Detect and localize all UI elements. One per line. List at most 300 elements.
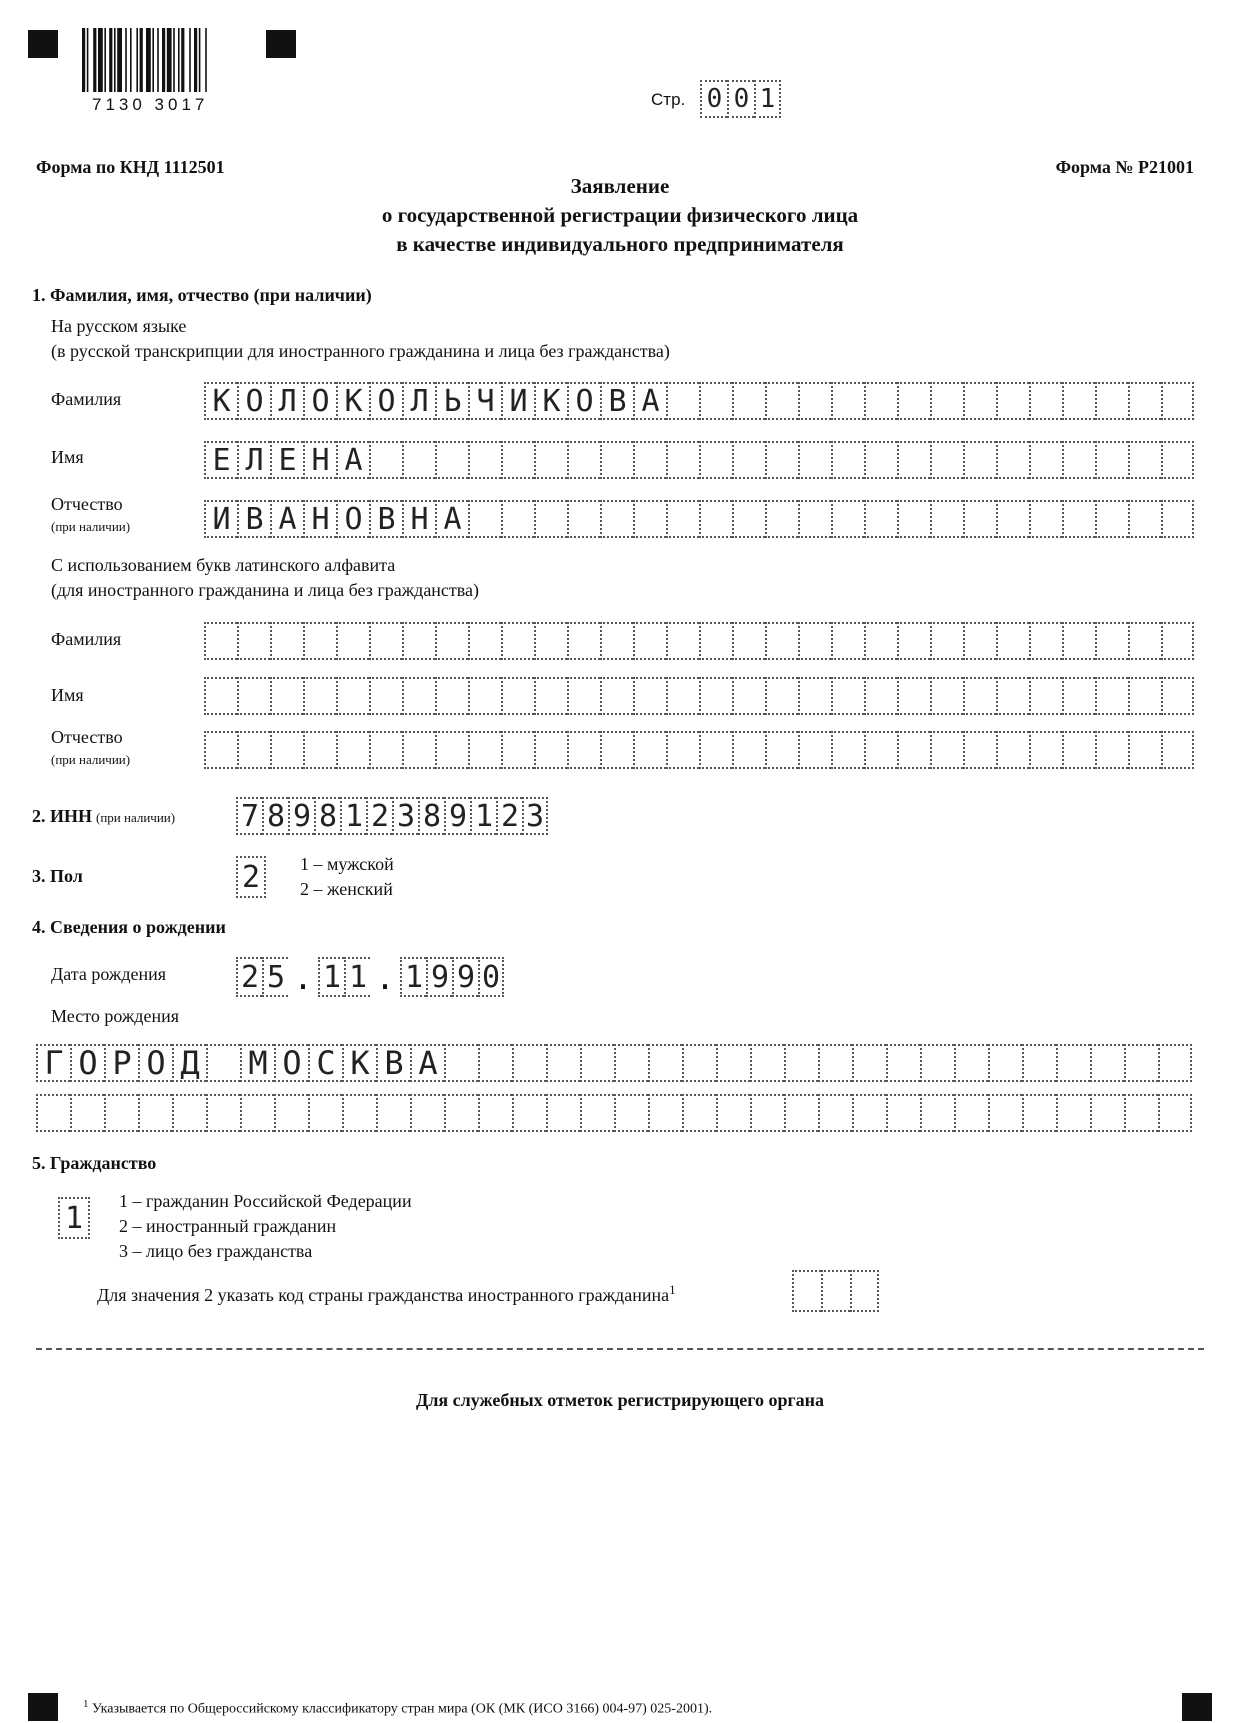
- latin-name-cell: [732, 677, 765, 715]
- latin-name-cell: [666, 677, 699, 715]
- place-of-birth-cell: [750, 1044, 784, 1082]
- patronymic-cell: [996, 500, 1029, 538]
- latin-surname-cell: [468, 622, 501, 660]
- dob-cell: 2: [236, 957, 262, 997]
- place-of-birth-cell: [954, 1044, 988, 1082]
- patronymic-cell: Н: [303, 500, 336, 538]
- pob-label: Место рождения: [51, 1006, 180, 1026]
- dob-cell: 1: [318, 957, 344, 997]
- latin-name-field[interactable]: [204, 677, 1194, 715]
- place-of-birth-cell: С: [308, 1044, 342, 1082]
- section-4-heading: 4. Сведения о рождении: [32, 917, 226, 937]
- latin-surname-cell: [1128, 622, 1161, 660]
- latin-patronymic-note: (при наличии): [51, 752, 131, 767]
- latin-name-cell: [963, 677, 996, 715]
- name-cell: [633, 441, 666, 479]
- patronymic-cell: И: [204, 500, 237, 538]
- name-cell: [765, 441, 798, 479]
- country-code-cell: [792, 1270, 821, 1312]
- service-heading: Для служебных отметок регистрирующего органа: [415, 1390, 825, 1410]
- latin-patronymic-cell: [336, 731, 369, 769]
- place-of-birth-cell: [1158, 1094, 1192, 1132]
- citizenship-cell: 1: [58, 1197, 90, 1239]
- latin-surname-cell: [897, 622, 930, 660]
- latin-name-cell: [1062, 677, 1095, 715]
- name-cell: [600, 441, 633, 479]
- latin-surname-cell: [567, 622, 600, 660]
- dob-cell: 1: [344, 957, 370, 997]
- latin-name-cell: [765, 677, 798, 715]
- name-cell: [831, 441, 864, 479]
- footnote-mark: 1: [83, 1698, 89, 1710]
- surname-cell: [699, 382, 732, 420]
- place-of-birth-cell: [784, 1044, 818, 1082]
- document-title: [0, 172, 1240, 259]
- place-of-birth-cell: [682, 1044, 716, 1082]
- latin-name-cell: [1095, 677, 1128, 715]
- name-cell: [1095, 441, 1128, 479]
- name-cell: Л: [237, 441, 270, 479]
- patronymic-cell: [798, 500, 831, 538]
- latin-patronymic-cell: [666, 731, 699, 769]
- latin-patronymic-cell: [864, 731, 897, 769]
- surname-cell: А: [633, 382, 666, 420]
- latin-name-cell: [1128, 677, 1161, 715]
- surname-cell: [930, 382, 963, 420]
- latin-patronymic-cell: [1029, 731, 1062, 769]
- russian-label: На русском языке: [51, 316, 187, 336]
- place-of-birth-cell: М: [240, 1044, 274, 1082]
- place-of-birth-cell: [716, 1044, 750, 1082]
- latin-surname-cell: [765, 622, 798, 660]
- surname-cell: [996, 382, 1029, 420]
- latin-name-cell: [501, 677, 534, 715]
- patronymic-cell: [666, 500, 699, 538]
- latin-label: С использованием букв латинского алфавита: [51, 555, 396, 575]
- latin-name-cell: [633, 677, 666, 715]
- surname-cell: К: [336, 382, 369, 420]
- name-cell: Е: [270, 441, 303, 479]
- latin-name-cell: [303, 677, 336, 715]
- patronymic-cell: А: [270, 500, 303, 538]
- place-of-birth-cell: [648, 1044, 682, 1082]
- surname-cell: В: [600, 382, 633, 420]
- place-of-birth-cell: [70, 1094, 104, 1132]
- place-of-birth-cell: [750, 1094, 784, 1132]
- title-line-3: в качестве индивидуального предпринимателя: [396, 232, 844, 256]
- place-of-birth-cell: [410, 1094, 444, 1132]
- place-of-birth-cell: [614, 1044, 648, 1082]
- patronymic-cell: [765, 500, 798, 538]
- patronymic-cell: О: [336, 500, 369, 538]
- surname-cell: [1161, 382, 1194, 420]
- name-cell: [1161, 441, 1194, 479]
- citizenship-option-1: 1 – гражданин Российской Федерации: [119, 1191, 412, 1211]
- russian-note: (в русской транскрипции для иностранного гражданина и лица без гражданства): [51, 341, 670, 361]
- patronymic-cell: [501, 500, 534, 538]
- latin-name-cell: [534, 677, 567, 715]
- place-of-birth-cell: [36, 1094, 70, 1132]
- latin-surname-cell: [864, 622, 897, 660]
- latin-surname-cell: [600, 622, 633, 660]
- latin-patronymic-cell: [303, 731, 336, 769]
- latin-surname-cell: [534, 622, 567, 660]
- place-of-birth-cell: [1022, 1044, 1056, 1082]
- dob-label: Дата рождения: [51, 964, 167, 984]
- surname-cell: О: [237, 382, 270, 420]
- inn-cell: 2: [366, 797, 392, 835]
- place-of-birth-cell: [206, 1044, 240, 1082]
- surname-cell: Ь: [435, 382, 468, 420]
- latin-name-cell: [270, 677, 303, 715]
- place-of-birth-cell: [1022, 1094, 1056, 1132]
- inn-cell: 9: [444, 797, 470, 835]
- name-cell: [897, 441, 930, 479]
- inn-cell: 9: [288, 797, 314, 835]
- surname-cell: О: [369, 382, 402, 420]
- latin-surname-cell: [369, 622, 402, 660]
- country-code-label: [97, 1282, 676, 1306]
- latin-name-cell: [1029, 677, 1062, 715]
- place-of-birth-cell: [988, 1044, 1022, 1082]
- page-number-cell: 0: [727, 80, 754, 118]
- latin-patronymic-cell: [633, 731, 666, 769]
- surname-cell: [1128, 382, 1161, 420]
- date-separator-dot: .: [293, 959, 313, 997]
- surname-cell: И: [501, 382, 534, 420]
- surname-cell: Л: [270, 382, 303, 420]
- latin-surname-cell: [831, 622, 864, 660]
- surname-field[interactable]: [204, 382, 1194, 420]
- latin-name-cell: [1161, 677, 1194, 715]
- section-2-heading: 2. ИНН: [32, 806, 93, 826]
- latin-patronymic-cell: [897, 731, 930, 769]
- place-of-birth-cell: [852, 1044, 886, 1082]
- latin-patronymic-cell: [732, 731, 765, 769]
- place-of-birth-cell: [886, 1094, 920, 1132]
- place-of-birth-cell: [104, 1094, 138, 1132]
- place-of-birth-cell: [240, 1094, 274, 1132]
- name-cell: [534, 441, 567, 479]
- corner-marker-bottom-left: [28, 1693, 58, 1721]
- place-of-birth-cell: В: [376, 1044, 410, 1082]
- patronymic-cell: [633, 500, 666, 538]
- pob-field-line-1[interactable]: [36, 1044, 1192, 1082]
- latin-name-label: Имя: [51, 685, 84, 705]
- place-of-birth-cell: [172, 1094, 206, 1132]
- surname-cell: [798, 382, 831, 420]
- latin-surname-cell: [666, 622, 699, 660]
- dob-cell: 9: [452, 957, 478, 997]
- page-label: Стр.: [651, 90, 686, 109]
- corner-marker-top-right: [266, 30, 296, 58]
- name-cell: [468, 441, 501, 479]
- dob-cell: 0: [478, 957, 504, 997]
- latin-surname-cell: [633, 622, 666, 660]
- surname-cell: Л: [402, 382, 435, 420]
- patronymic-cell: [1029, 500, 1062, 538]
- latin-patronymic-cell: [831, 731, 864, 769]
- surname-cell: О: [567, 382, 600, 420]
- surname-cell: [666, 382, 699, 420]
- latin-note: (для иностранного гражданина и лица без гражданства): [51, 580, 480, 600]
- title-line-1: Заявление: [570, 174, 670, 198]
- patronymic-cell: [600, 500, 633, 538]
- patronymic-cell: В: [369, 500, 402, 538]
- place-of-birth-cell: О: [70, 1044, 104, 1082]
- inn-field[interactable]: [236, 797, 548, 835]
- citizenship-field[interactable]: [58, 1197, 90, 1239]
- dob-cell: 5: [262, 957, 288, 997]
- latin-surname-cell: [699, 622, 732, 660]
- patronymic-cell: [897, 500, 930, 538]
- latin-name-cell: [996, 677, 1029, 715]
- name-cell: [1062, 441, 1095, 479]
- surname-cell: К: [534, 382, 567, 420]
- latin-patronymic-cell: [567, 731, 600, 769]
- page-number-cell: 0: [700, 80, 727, 118]
- latin-name-cell: [402, 677, 435, 715]
- country-code-field[interactable]: [792, 1270, 879, 1312]
- barcode-number: 7130 3017: [92, 95, 209, 114]
- latin-surname-label: Фамилия: [51, 629, 122, 649]
- patronymic-cell: [831, 500, 864, 538]
- surname-cell: [1029, 382, 1062, 420]
- place-of-birth-cell: [1090, 1044, 1124, 1082]
- country-code-footnote-mark: 1: [669, 1282, 676, 1297]
- surname-cell: К: [204, 382, 237, 420]
- latin-name-cell: [831, 677, 864, 715]
- latin-patronymic-cell: [402, 731, 435, 769]
- inn-cell: 1: [340, 797, 366, 835]
- latin-patronymic-cell: [765, 731, 798, 769]
- latin-patronymic-cell: [1062, 731, 1095, 769]
- place-of-birth-cell: [274, 1094, 308, 1132]
- latin-name-cell: [798, 677, 831, 715]
- name-cell: [864, 441, 897, 479]
- name-cell: [402, 441, 435, 479]
- corner-marker-bottom-right: [1182, 1693, 1212, 1721]
- patronymic-cell: [567, 500, 600, 538]
- patronymic-cell: А: [435, 500, 468, 538]
- latin-patronymic-cell: [600, 731, 633, 769]
- country-code-cell: [850, 1270, 879, 1312]
- place-of-birth-cell: [580, 1044, 614, 1082]
- latin-surname-cell: [336, 622, 369, 660]
- name-field[interactable]: [204, 441, 1194, 479]
- sex-option-1: 1 – мужской: [300, 854, 394, 874]
- inn-cell: 8: [262, 797, 288, 835]
- latin-name-cell: [864, 677, 897, 715]
- dob-cell: 1: [400, 957, 426, 997]
- patronymic-cell: [468, 500, 501, 538]
- place-of-birth-cell: [444, 1044, 478, 1082]
- latin-surname-cell: [1161, 622, 1194, 660]
- patronymic-label: Отчество: [51, 494, 123, 514]
- latin-patronymic-cell: [435, 731, 468, 769]
- latin-patronymic-cell: [1128, 731, 1161, 769]
- place-of-birth-cell: [546, 1094, 580, 1132]
- place-of-birth-cell: [1158, 1044, 1192, 1082]
- place-of-birth-cell: А: [410, 1044, 444, 1082]
- surname-cell: [831, 382, 864, 420]
- surname-cell: О: [303, 382, 336, 420]
- patronymic-cell: [963, 500, 996, 538]
- name-cell: Н: [303, 441, 336, 479]
- latin-surname-cell: [303, 622, 336, 660]
- name-cell: [435, 441, 468, 479]
- place-of-birth-cell: [512, 1094, 546, 1132]
- footnote-text: Указывается по Общероссийскому классификатору стран мира (ОК (МК (ИСО 3166) 004-97) 025-2001).: [92, 1701, 713, 1717]
- place-of-birth-cell: [512, 1044, 546, 1082]
- place-of-birth-cell: [886, 1044, 920, 1082]
- latin-surname-cell: [732, 622, 765, 660]
- place-of-birth-cell: [920, 1094, 954, 1132]
- place-of-birth-cell: Г: [36, 1044, 70, 1082]
- place-of-birth-cell: [546, 1044, 580, 1082]
- place-of-birth-cell: [852, 1094, 886, 1132]
- citizenship-option-3: 3 – лицо без гражданства: [119, 1241, 313, 1261]
- inn-cell: 1: [470, 797, 496, 835]
- form-number: Форма № Р21001: [1055, 157, 1194, 177]
- place-of-birth-cell: [818, 1094, 852, 1132]
- patronymic-cell: [1062, 500, 1095, 538]
- place-of-birth-cell: [614, 1094, 648, 1132]
- place-of-birth-cell: Д: [172, 1044, 206, 1082]
- latin-patronymic-cell: [996, 731, 1029, 769]
- name-cell: [996, 441, 1029, 479]
- latin-patronymic-cell: [930, 731, 963, 769]
- page-number-cells: [700, 80, 781, 118]
- surname-cell: [732, 382, 765, 420]
- latin-patronymic-cell: [270, 731, 303, 769]
- dob-field[interactable]: [236, 957, 504, 999]
- place-of-birth-cell: [1056, 1094, 1090, 1132]
- name-cell: [567, 441, 600, 479]
- name-cell: Е: [204, 441, 237, 479]
- latin-surname-cell: [402, 622, 435, 660]
- latin-patronymic-cell: [468, 731, 501, 769]
- latin-patronymic-field[interactable]: [204, 731, 1194, 769]
- latin-name-cell: [369, 677, 402, 715]
- place-of-birth-cell: [342, 1094, 376, 1132]
- place-of-birth-cell: [1124, 1094, 1158, 1132]
- patronymic-cell: [1128, 500, 1161, 538]
- surname-label: Фамилия: [51, 389, 122, 409]
- place-of-birth-cell: [580, 1094, 614, 1132]
- surname-cell: [1095, 382, 1128, 420]
- latin-surname-cell: [963, 622, 996, 660]
- footnote: [83, 1698, 712, 1718]
- inn-cell: 2: [496, 797, 522, 835]
- latin-patronymic-cell: [204, 731, 237, 769]
- sex-option-2: 2 – женский: [300, 879, 393, 899]
- latin-patronymic-cell: [1095, 731, 1128, 769]
- name-cell: [930, 441, 963, 479]
- place-of-birth-cell: [206, 1094, 240, 1132]
- latin-name-cell: [468, 677, 501, 715]
- latin-surname-cell: [798, 622, 831, 660]
- corner-marker-top-left: [28, 30, 58, 58]
- patronymic-cell: Н: [402, 500, 435, 538]
- name-cell: [699, 441, 732, 479]
- pob-field-line-2[interactable]: [36, 1094, 1192, 1132]
- surname-cell: Ч: [468, 382, 501, 420]
- name-cell: [666, 441, 699, 479]
- sex-field[interactable]: [236, 856, 266, 898]
- name-cell: [501, 441, 534, 479]
- latin-name-cell: [435, 677, 468, 715]
- latin-surname-cell: [1029, 622, 1062, 660]
- place-of-birth-cell: [784, 1094, 818, 1132]
- latin-patronymic-label: Отчество: [51, 727, 123, 747]
- name-cell: [369, 441, 402, 479]
- inn-cell: 3: [392, 797, 418, 835]
- latin-name-cell: [600, 677, 633, 715]
- latin-patronymic-cell: [534, 731, 567, 769]
- latin-surname-cell: [204, 622, 237, 660]
- place-of-birth-cell: [376, 1094, 410, 1132]
- latin-surname-field[interactable]: [204, 622, 1194, 660]
- country-code-text: Для значения 2 указать код страны гражданства иностранного гражданина: [97, 1285, 670, 1305]
- latin-name-cell: [699, 677, 732, 715]
- title-line-2: о государственной регистрации физического лица: [381, 203, 859, 227]
- latin-name-cell: [930, 677, 963, 715]
- inn-cell: 8: [418, 797, 444, 835]
- latin-surname-cell: [435, 622, 468, 660]
- place-of-birth-cell: [648, 1094, 682, 1132]
- section-2-heading-wrap: [32, 806, 175, 827]
- patronymic-cell: [699, 500, 732, 538]
- date-separator-dot: .: [375, 959, 395, 997]
- latin-patronymic-cell: [237, 731, 270, 769]
- cut-line: [36, 1348, 1204, 1350]
- latin-surname-cell: [237, 622, 270, 660]
- latin-name-cell: [336, 677, 369, 715]
- surname-cell: [864, 382, 897, 420]
- dob-cell: 9: [426, 957, 452, 997]
- name-cell: [732, 441, 765, 479]
- latin-surname-cell: [270, 622, 303, 660]
- latin-surname-cell: [996, 622, 1029, 660]
- country-code-cell: [821, 1270, 850, 1312]
- place-of-birth-cell: Р: [104, 1044, 138, 1082]
- patronymic-field[interactable]: [204, 500, 1194, 538]
- section-5-heading: 5. Гражданство: [32, 1153, 157, 1173]
- patronymic-note: (при наличии): [51, 519, 131, 534]
- place-of-birth-cell: [1056, 1044, 1090, 1082]
- section-3-heading: 3. Пол: [32, 866, 83, 886]
- latin-surname-cell: [1062, 622, 1095, 660]
- latin-surname-cell: [930, 622, 963, 660]
- name-cell: А: [336, 441, 369, 479]
- place-of-birth-cell: [954, 1094, 988, 1132]
- place-of-birth-cell: [308, 1094, 342, 1132]
- place-of-birth-cell: [1124, 1044, 1158, 1082]
- latin-patronymic-cell: [1161, 731, 1194, 769]
- place-of-birth-cell: [988, 1094, 1022, 1132]
- name-label: Имя: [51, 447, 84, 467]
- latin-patronymic-cell: [963, 731, 996, 769]
- page-number-cell: 1: [754, 80, 781, 118]
- patronymic-cell: В: [237, 500, 270, 538]
- patronymic-cell: [1095, 500, 1128, 538]
- place-of-birth-cell: О: [274, 1044, 308, 1082]
- citizenship-option-2: 2 – иностранный гражданин: [119, 1216, 337, 1236]
- place-of-birth-cell: К: [342, 1044, 376, 1082]
- surname-cell: [963, 382, 996, 420]
- place-of-birth-cell: [1090, 1094, 1124, 1132]
